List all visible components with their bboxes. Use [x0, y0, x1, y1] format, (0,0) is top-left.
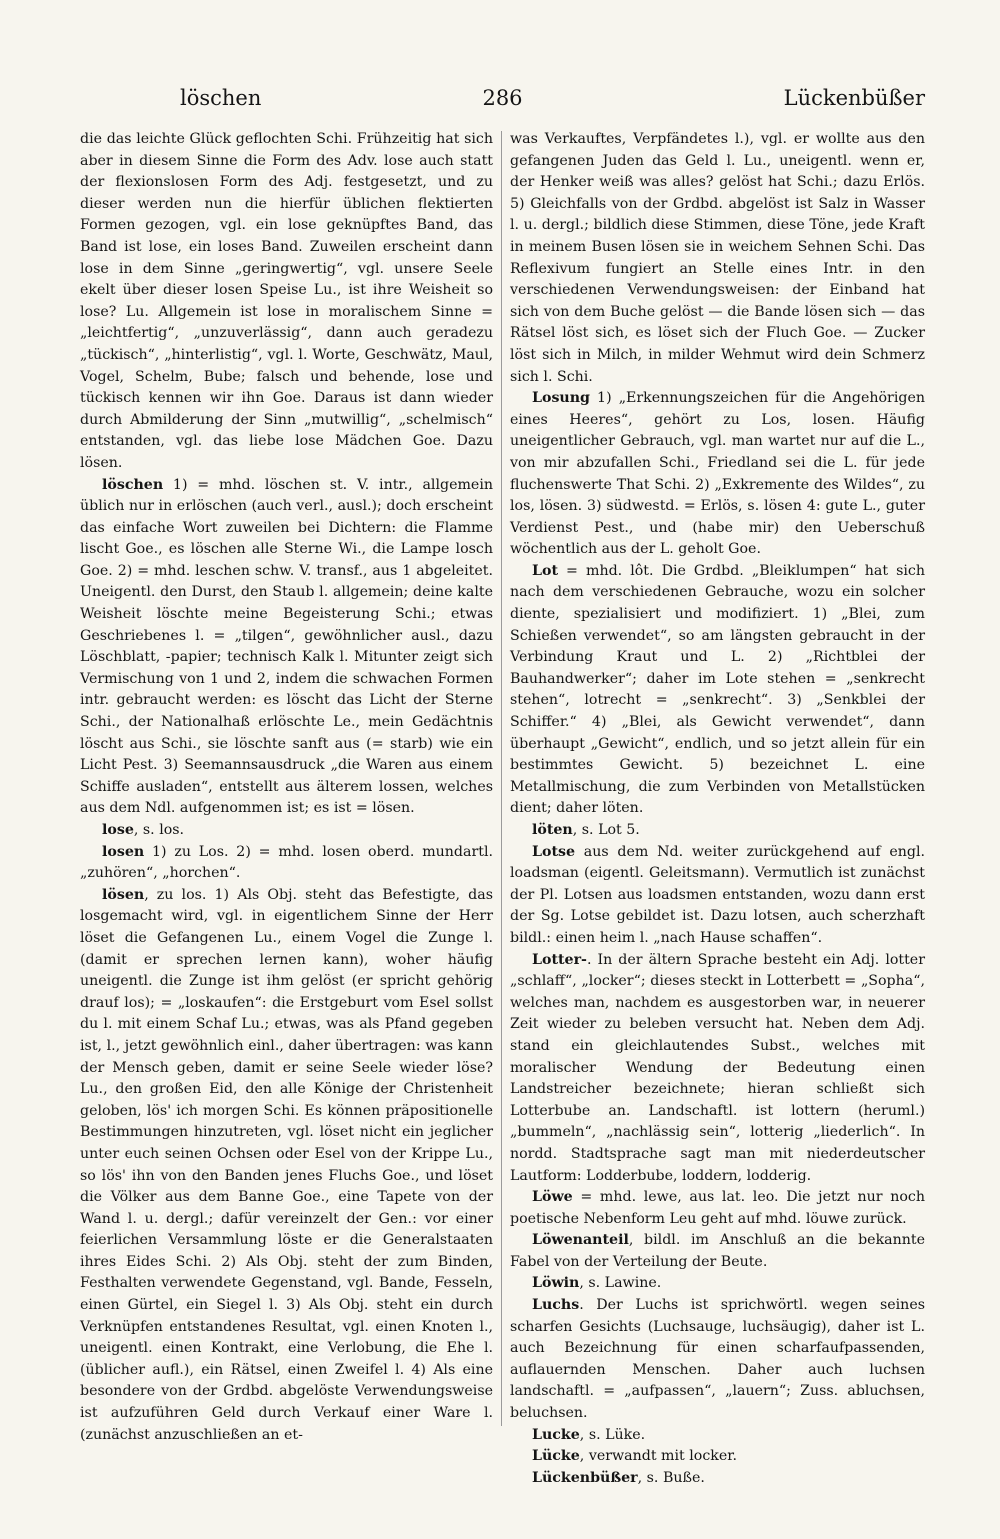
entry-text: , zu los. 1) Als Obj. steht das Befestigte, das losgemacht wird, vgl. in eigentlichem Sinne der Herr löset die Gefangenen Lu., einem Vogel die Zunge l. (damit er sprechen lernen kann), woher häufig uneigentl. die Zunge ist ihm gelöst (er spricht gehörig drauf los); = „loskaufen“: die Erstgeburt vom Esel sollst du l. mit einem Schaf Lu.; etwas, was als Pfand gegeben ist, l., jetzt gewöhnlich einl., daher übertragen: was kann der Mensch geben, damit er seine Seele wieder löse? Lu., den großen Eid, den alle Könige der Christenheit geloben, lös' ich morgen Schi. Es können präpositionelle Bestimmungen hinzutreten, vgl. löset nicht ein jeglicher unter euch seinen Ochsen oder Esel von der Krippe Lu., so lös' ihn von den Banden jenes Fluchs Goe., und löset die Völker aus dem Banne Goe., eine Tapete von der Wand l. u. dergl.; dafür vereinzelt der Gen.: vor einer feierlichen Versammlung löste er die Generalstaaten ihres Eides Schi. 2) Als Obj. steht der zum Binden, Festhalten verwendete Gegenstand, vgl. Bande, Fesseln, einen Gürtel, ein Siegel l. 3) Als Obj. steht ein durch Verknüpfen entstandenes Resultat, vgl. einen Knoten l., uneigentl. einen Kontrakt, eine Verlobung, die Ehe l. (üblicher aufl.), ein Rätsel, einen Zweifel l. 4) Als eine besondere von der Grdbd. abgelöste Verwendungsweise ist aufzuführen Geld durch Verkauf einer Ware l. (zunächst anzuschließen an et- [80, 886, 493, 1443]
dictionary-entry [510, 1468, 925, 1490]
entry-headword: Löwin [532, 1275, 580, 1292]
entry-text: . Der Luchs ist sprichwörtl. wegen seines scharfen Gesichts (Luchsauge, luchsäugig), daher ist L. auch Bezeichnung für einen scharfaufpassenden, auflauernden Menschen. Daher auch luchsen landschaftl. = „aufpassen“, „lauern“; Zuss. abluchsen, beluchsen. [510, 1297, 925, 1422]
entry-text: 1) = mhd. löschen st. V. intr., allgemein üblich nur in erlöschen (auch verl., ausl.); doch erscheint das einfache Wort zuweilen bei Dichtern: die Flamme lischt Goe., es löschen alle Sterne Wi., die Lampe losch Goe. 2) = mhd. leschen schw. V. transf., aus 1 abgeleitet. Uneigentl. den Durst, den Staub l. allgemein; deine kalte Weisheit löschte meine Begeisterung Schi.; etwas Geschriebenes l. = „tilgen“, gewöhnlicher ausl., dazu Löschblatt, -papier; technisch Kalk l. Mitunter zeigt sich Vermischung von 1 und 2, indem die schwachen Formen intr. gebraucht werden: es löscht das Licht der Sterne Schi., der Nationalhaß erlöschte Le., mein Gedächtnis löscht aus Schi., sie löschte sanft aus (= starb) wie ein Licht Pest. 3) Seemannsausdruck „die Waren aus einem Schiffe ausladen“, entstellt aus älterem lossen, welches aus dem Ndl. aufgenommen ist; es ist = lösen. [80, 476, 493, 817]
entry-headword: lösen [102, 886, 145, 903]
dictionary-entry [510, 1187, 925, 1230]
column-divider [501, 131, 502, 1426]
entry-headword: löschen [102, 476, 164, 493]
dictionary-entry [80, 820, 493, 842]
entry-text: = mhd. lôt. Die Grdbd. „Bleiklumpen“ hat sich nach dem verschiedenen Gebrauche, wozu ein solcher diente, spezialisiert und modifiziert. 1) „Blei, zum Schießen verwendet“, so am längsten gebraucht in der Verbindung Kraut und L. 2) „Richtblei der Bauhandwerker“; daher im Lote stehen = „senkrecht stehen“, lotrecht = „senkrecht“. 3) „Senkblei der Schiffer.“ 4) „Blei, als Gewicht verwendet“, dann überhaupt „Gewicht“, endlich, und so jetzt allein für ein bestimmtes Gewicht. 5) bezeichnet L. eine Metallmischung, die zum Verbinden von Metallstücken dient; daher löten. [510, 562, 925, 817]
entry-headword: Lückenbüßer [532, 1469, 638, 1486]
dictionary-entry [80, 885, 493, 1446]
dictionary-entry [80, 475, 493, 821]
entry-text: , s. Lot 5. [572, 822, 640, 838]
entry-text: , s. Lawine. [579, 1275, 662, 1292]
entry-headword: Lücke [532, 1448, 580, 1465]
entry-text: die das leichte Glück geflochten Schi. Frühzeitig hat sich aber in diesem Sinne die Form des Adv. lose auch statt der flexionslosen Form des Adj. festgesetzt, und zu dieser werden nun die hierfür üblichen flektierten Formen gezogen, vgl. ein lose geknüpftes Band, das Band ist lose, ein loses Band. Zuweilen erscheint dann lose in dem Sinne „geringwertig“, vgl. unsere Seele ekelt über dieser losen Speise Lu., ist ihre Weisheit so lose? Lu. Allgemein ist lose in moralischem Sinne = „leichtfertig“, „unzuverlässig“, dann auch geradezu „tückisch“, „hinterlistig“, vgl. l. Worte, Geschwätz, Maul, Vogel, Schelm, Bube; falsch und behende, lose und tückisch kennen wir ihn Goe. Daraus ist dann wieder durch Abmilderung der Sinn „mutwillig“, „schelmisch“ entstanden, vgl. das liebe lose Mädchen Goe. Dazu lösen. [80, 131, 493, 471]
entry-headword: Luchs [532, 1297, 580, 1314]
header-right-keyword: Lückenbüßer [783, 86, 925, 110]
right-column [510, 129, 925, 1486]
entry-text: , s. Buße. [637, 1469, 705, 1486]
page-number: 286 [482, 86, 523, 110]
dictionary-entry [510, 1230, 925, 1273]
entry-headword: Lotse [532, 843, 576, 860]
dictionary-entry [510, 1295, 925, 1425]
running-header [80, 86, 925, 116]
dictionary-entry [510, 388, 925, 561]
entry-headword: Lucke [532, 1426, 580, 1443]
dictionary-entry [510, 950, 925, 1188]
entry-headword: löten [532, 822, 573, 838]
entry-text: 1) zu Los. 2) = mhd. losen oberd. mundartl. „zuhören“, „horchen“. [80, 843, 493, 882]
entry-text: 1) „Erkennungszeichen für die Angehörigen eines Heeres“, gehört zu Los, losen. Häufig uneigentlicher Gebrauch, vgl. man wartet nur auf die L., von mir abzufallen Schi., Friedland sei die L. für jede fluchenswerte That Schi. 2) „Exkremente des Wildes“, zu los, lösen. 3) südwestd. = Erlös, s. lösen 4: gute L., guter Verdienst Pest., und (habe mir) den Ueberschuß wöchentlich aus der L. geholt Goe. [510, 390, 925, 558]
entry-text: = mhd. lewe, aus lat. leo. Die jetzt nur noch poetische Nebenform Leu geht auf mhd. löuwe zurück. [510, 1189, 925, 1227]
entry-text: , s. los. [133, 822, 185, 838]
dictionary-entry [80, 842, 493, 885]
dictionary-entry [80, 129, 493, 475]
header-left-keyword: löschen [180, 86, 262, 110]
dictionary-entry [510, 1273, 925, 1295]
entry-text: , verwandt mit locker. [579, 1448, 737, 1465]
entry-headword: Lot [532, 562, 558, 579]
dictionary-entry [510, 842, 925, 950]
dictionary-entry [510, 1425, 925, 1447]
entry-text: , bildl. im Anschluß an die bekannte Fabel von der Verteilung der Beute. [510, 1232, 925, 1270]
entry-text: . In der ältern Sprache besteht ein Adj. lotter „schlaff“, „locker“; dieses steckt in Lotterbett = „Sopha“, welches man, nachdem es ausgestorben war, in neuerer Zeit wieder zu beleben versucht hat. Neben dem Adj. stand ein gleichlautendes Subst., welches mit moralischer Wendung der Bedeutung einen Landstreicher bezeichnete; hieran schließt sich Lotterbube an. Landschaftl. ist lottern (heruml.) „bummeln“, „nachlässig sein“, lotterig „liederlich“. In nordd. Stadtsprache sagt man mit niederdeutscher Lautform: Lodderbube, loddern, lodderig. [510, 951, 925, 1184]
entry-headword: Löwe [532, 1189, 573, 1206]
dictionary-entry [510, 820, 925, 842]
left-column [80, 129, 493, 1443]
entry-text: was Verkauftes, Verpfändetes l.), vgl. er wollte aus den gefangenen Juden das Geld l. Lu., uneigentl. wenn er, der Henker weiß was alles? gelöst hat Schi.; dazu Erlös. 5) Gleichfalls von der Grdbd. abgelöst ist Salz in Wasser l. u. dergl.; bildlich diese Stimmen, diese Töne, jede Kraft in meinem Busen lösen sie in weichem Sehnen Schi. Das Reflexivum fungiert an Stelle eines Intr. in den verschiedenen Verwendungsweisen: der Einband hat sich von dem Buche gelöst — die Bande lösen sich — das Rätsel löst sich, es löset sich der Fluch Goe. — Zucker löst sich in Milch, in milder Wehmut wird dein Schmerz sich l. Schi. [510, 131, 925, 385]
entry-headword: Lotter- [532, 951, 587, 968]
entry-text: , s. Lüke. [579, 1426, 646, 1443]
entry-headword: Löwenanteil [532, 1232, 629, 1249]
entry-text: aus dem Nd. weiter zurückgehend auf engl. loadsman (eigentl. Geleitsmann). Vermutlich ist zunächst der Pl. Lotsen aus loadsmen entstanden, wozu dann erst der Sg. Lotse gebildet ist. Dazu lotsen, auch scherzhaft bildl.: einen heim l. „nach Hause schaffen“. [510, 843, 925, 946]
entry-headword: losen [102, 843, 145, 860]
dictionary-entry [510, 129, 925, 388]
entry-headword: lose [102, 822, 134, 838]
entry-headword: Losung [532, 390, 590, 407]
dictionary-entry [510, 1446, 925, 1468]
dictionary-entry [510, 561, 925, 820]
